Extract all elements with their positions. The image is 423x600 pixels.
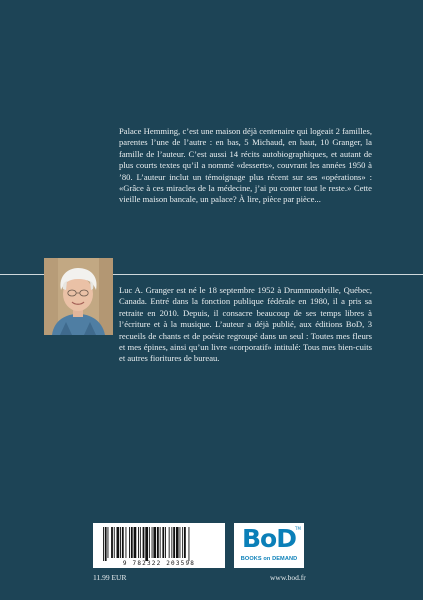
barcode-bar (140, 527, 141, 558)
barcode-bar (145, 527, 148, 561)
barcode-bar (117, 527, 120, 558)
synopsis (119, 126, 372, 206)
price: 11.99 EUR (93, 573, 127, 582)
barcode-bar (182, 527, 183, 558)
barcode-bar (189, 527, 190, 561)
barcode-bar (143, 527, 145, 558)
barcode-bar (129, 527, 130, 558)
barcode-bar (184, 527, 186, 558)
barcode-bar (165, 527, 166, 558)
author-portrait-icon (44, 258, 113, 335)
barcode-bar (176, 527, 179, 558)
barcode-bar (171, 527, 172, 558)
barcode-bar (108, 527, 109, 558)
author-bio (119, 285, 372, 365)
barcode-bar (180, 527, 181, 558)
barcode-digits: 9 782322 203598 (122, 560, 196, 567)
publisher-website: www.bod.fr (270, 573, 306, 582)
bod-tagline: BOOKS on DEMAND (240, 556, 298, 562)
barcode-bar (120, 527, 121, 558)
barcode-bar (169, 527, 170, 558)
bod-logo-word: BoD (242, 524, 296, 553)
author-bio-text: Luc A. Granger est né le 18 septembre 1952 à Drummondville, Québec, Canada. Entré dans la fonction publique fédérale en 1980, il a pris sa retraite en 2010. Depuis, il consacre beaucoup de ses temps libres à l’écriture et à la musique. L’auteur a déjà publié, aux éditions BoD, 3 recueils de chants et de poésie regroupé dans un seul : Toutes mes fleurs et mes épines, ainsi qu’un livre «corporatif» intitulé: Tous mes bien-cuits et autres fioritures de bureau. (119, 285, 372, 364)
isbn-barcode (93, 523, 225, 568)
barcode-bar (105, 527, 107, 561)
barcode-bar (152, 527, 153, 558)
bod-logo (234, 523, 304, 568)
barcode-bar (138, 527, 139, 558)
barcode-bar (103, 527, 104, 561)
synopsis-text: Palace Hemming, c’est une maison déjà centenaire qui logeait 2 familles, parentes l’une de l’autre : en bas, 5 Michaud, en haut, 10 Granger, la famille de l’auteur. C’est aussi 14 récits autobiographiques, et autant de plus courts textes qu’il a nommé «desserts», couvrant les années 1950 à ’80. L’auteur inclut un témoignage plus récent sur ses «opérations» : «Grâce à ces miracles de la médecine, j’ai pu conter tout le reste.» Cette vieille maison bancale, un palace? À lire, pièce par pièce... (119, 126, 372, 205)
barcode-bar (153, 527, 156, 558)
barcode-bar (173, 527, 175, 558)
bod-trademark: TM (295, 526, 301, 531)
barcode-bar (114, 527, 115, 558)
author-photo (44, 258, 113, 335)
barcode-bar (111, 527, 113, 558)
barcode-bar (134, 527, 137, 558)
barcode-bar (162, 527, 164, 558)
barcode-bar (149, 527, 150, 558)
barcode-bar (126, 527, 127, 558)
barcode-bar (131, 527, 133, 558)
barcode-bar (122, 527, 124, 558)
barcode-bar (157, 527, 159, 558)
barcode-bar (160, 527, 161, 558)
